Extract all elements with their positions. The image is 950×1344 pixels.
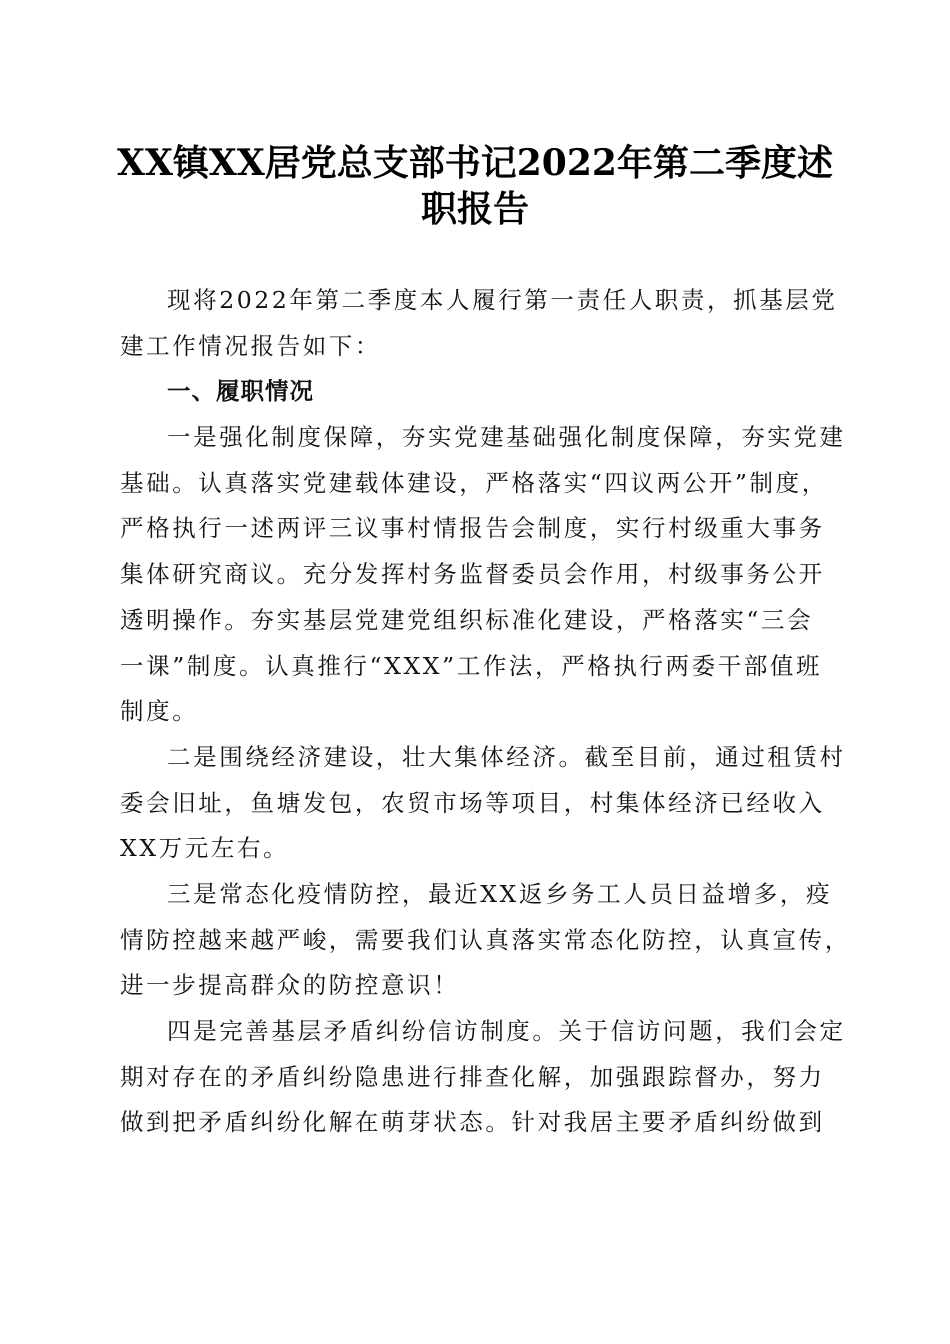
title-line-1: XX镇XX居党总支部书记2022年第二季度述 [117,142,833,184]
paragraph-line: 情防控越来越严峻，需要我们认真落实常态化防控，认真宣传， [120,925,851,954]
paragraph-line: 集体研究商议。充分发挥村务监督委员会作用，村级事务公开 [120,560,825,589]
intro-line: 现将2022年第二季度本人履行第一责任人职责，抓基层党 [167,286,838,314]
document-body [120,278,851,1146]
paragraph-line: 期对存在的矛盾纠纷隐患进行排查化解，加强跟踪督办，努力 [120,1062,825,1091]
paragraph-line: 委会旧址，鱼塘发包，农贸市场等项目，村集体经济已经收入 [120,788,825,817]
paragraph-line: 基础。认真落实党建载体建设，严格落实“四议两公开”制度， [120,468,828,497]
title-line-2: 职报告 [420,188,529,230]
paragraph-line: 三是常态化疫情防控，最近XX返乡务工人员日益增多，疫 [167,879,833,908]
paragraph-line: 四是完善基层矛盾纠纷信访制度。关于信访问题，我们会定 [167,1017,846,1045]
intro-line: 建工作情况报告如下： [120,331,381,360]
paragraph-line: 二是围绕经济建设，壮大集体经济。截至目前，通过租赁村 [167,742,846,771]
paragraph-line: 一课”制度。认真推行“XXX”工作法，严格执行两委干部值班 [120,651,823,680]
paragraph-line: 严格执行一述两评三议事村情报告会制度，实行村级重大事务 [120,514,825,543]
paragraph-line: 透明操作。夯实基层党建党组织标准化建设，严格落实“三会 [120,605,814,634]
paragraph-line: 制度。 [120,697,199,726]
paragraph-line: 一是强化制度保障，夯实党建基础强化制度保障，夯实党建 [167,423,846,452]
paragraph-line: XX万元左右。 [120,834,290,863]
document-title [110,140,840,232]
paragraph-line: 做到把矛盾纠纷化解在萌芽状态。针对我居主要矛盾纠纷做到 [120,1108,825,1137]
paragraph-line: 进一步提高群众的防控意识！ [120,971,460,1000]
section-heading: 一、履职情况 [167,377,314,406]
